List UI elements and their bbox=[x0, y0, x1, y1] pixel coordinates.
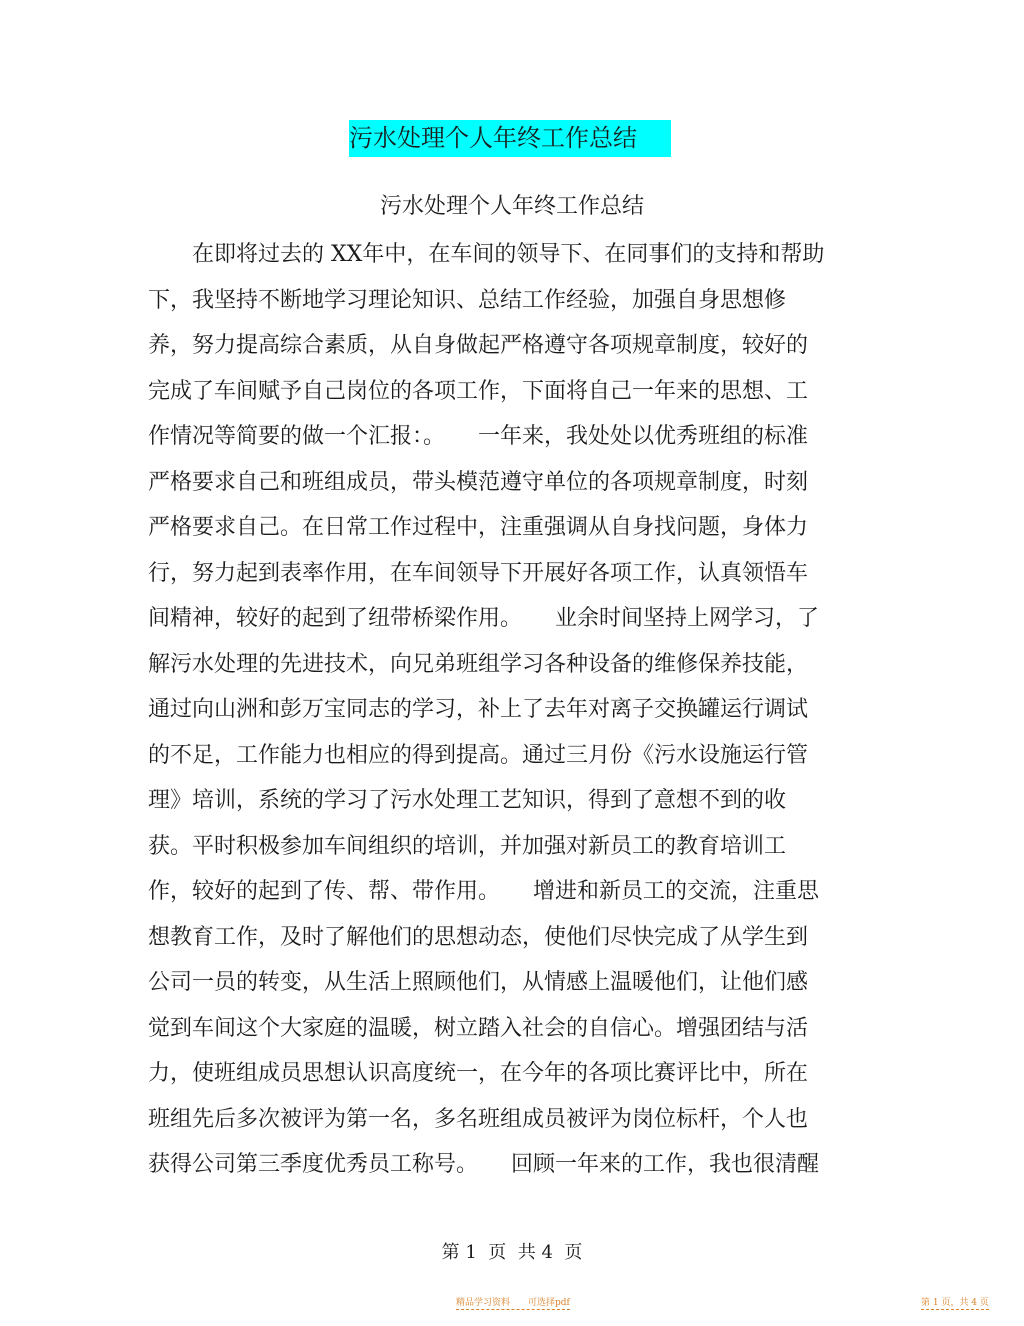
body-line: 觉到车间这个大家庭的温暖，树立踏入社会的自信心。增强团结与活 bbox=[148, 1016, 809, 1041]
body-line: 班组先后多次被评为第一名，多名班组成员被评为岗位标杆，个人也 bbox=[148, 1107, 809, 1132]
body-line: 间精神，较好的起到了纽带桥梁作用。 业余时间坚持上网学习，了 bbox=[148, 606, 820, 631]
body-line: 力，使班组成员思想认识高度统一，在今年的各项比赛评比中，所在 bbox=[148, 1061, 809, 1086]
body-line: 通过向山洲和彭万宝同志的学习，补上了去年对离子交换罐运行调试 bbox=[148, 697, 809, 722]
body-line: 获得公司第三季度优秀员工称号。 回顾一年来的工作，我也很清醒 bbox=[148, 1152, 820, 1177]
body-line: 行，努力起到表率作用，在车间领导下开展好各项工作，认真领悟车 bbox=[148, 561, 809, 586]
body-line: 作，较好的起到了传、帮、带作用。 增进和新员工的交流，注重思 bbox=[148, 879, 820, 904]
document-subtitle: 污水处理个人年终工作总结 bbox=[379, 194, 644, 219]
body-line: 下，我坚持不断地学习理论知识、总结工作经验，加强自身思想修 bbox=[148, 288, 787, 313]
body-line: 理》培训，系统的学习了污水处理工艺知识，得到了意想不到的收 bbox=[148, 788, 787, 813]
body-line: 作情况等简要的做一个汇报：。 一年来，我处处以优秀班组的标准 bbox=[148, 424, 809, 449]
body-line: 严格要求自己。在日常工作过程中，注重强调从自身找问题，身体力 bbox=[148, 515, 809, 540]
body-line: 想教育工作，及时了解他们的思想动态，使他们尽快完成了从学生到 bbox=[148, 925, 809, 950]
body-line: 解污水处理的先进技术，向兄弟班组学习各种设备的维修保养技能， bbox=[148, 652, 809, 677]
body-line: 在即将过去的 XX年中，在车间的领导下、在同事们的支持和帮助 bbox=[148, 242, 825, 267]
body-line: 的不足，工作能力也相应的得到提高。通过三月份《污水设施运行管 bbox=[148, 743, 809, 768]
body-line: 完成了车间赋予自己岗位的各项工作，下面将自己一年来的思想、工 bbox=[148, 379, 809, 404]
page-indicator: 第 1 页 共 4 页 bbox=[441, 1242, 583, 1263]
watermark-right: 第 1 页，共 4 页 bbox=[921, 1298, 989, 1308]
body-line: 公司一员的转变，从生活上照顾他们，从情感上温暖他们，让他们感 bbox=[148, 970, 809, 995]
document-title: 污水处理个人年终工作总结 bbox=[349, 124, 637, 152]
body-line: 严格要求自己和班组成员，带头模范遵守单位的各项规章制度，时刻 bbox=[148, 470, 809, 495]
body-line: 获。平时积极参加车间组织的培训，并加强对新员工的教育培训工 bbox=[148, 834, 787, 859]
watermark-left: 精品学习资料 可选择pdf bbox=[456, 1298, 570, 1308]
body-line: 养，努力提高综合素质，从自身做起严格遵守各项规章制度，较好的 bbox=[148, 333, 809, 358]
